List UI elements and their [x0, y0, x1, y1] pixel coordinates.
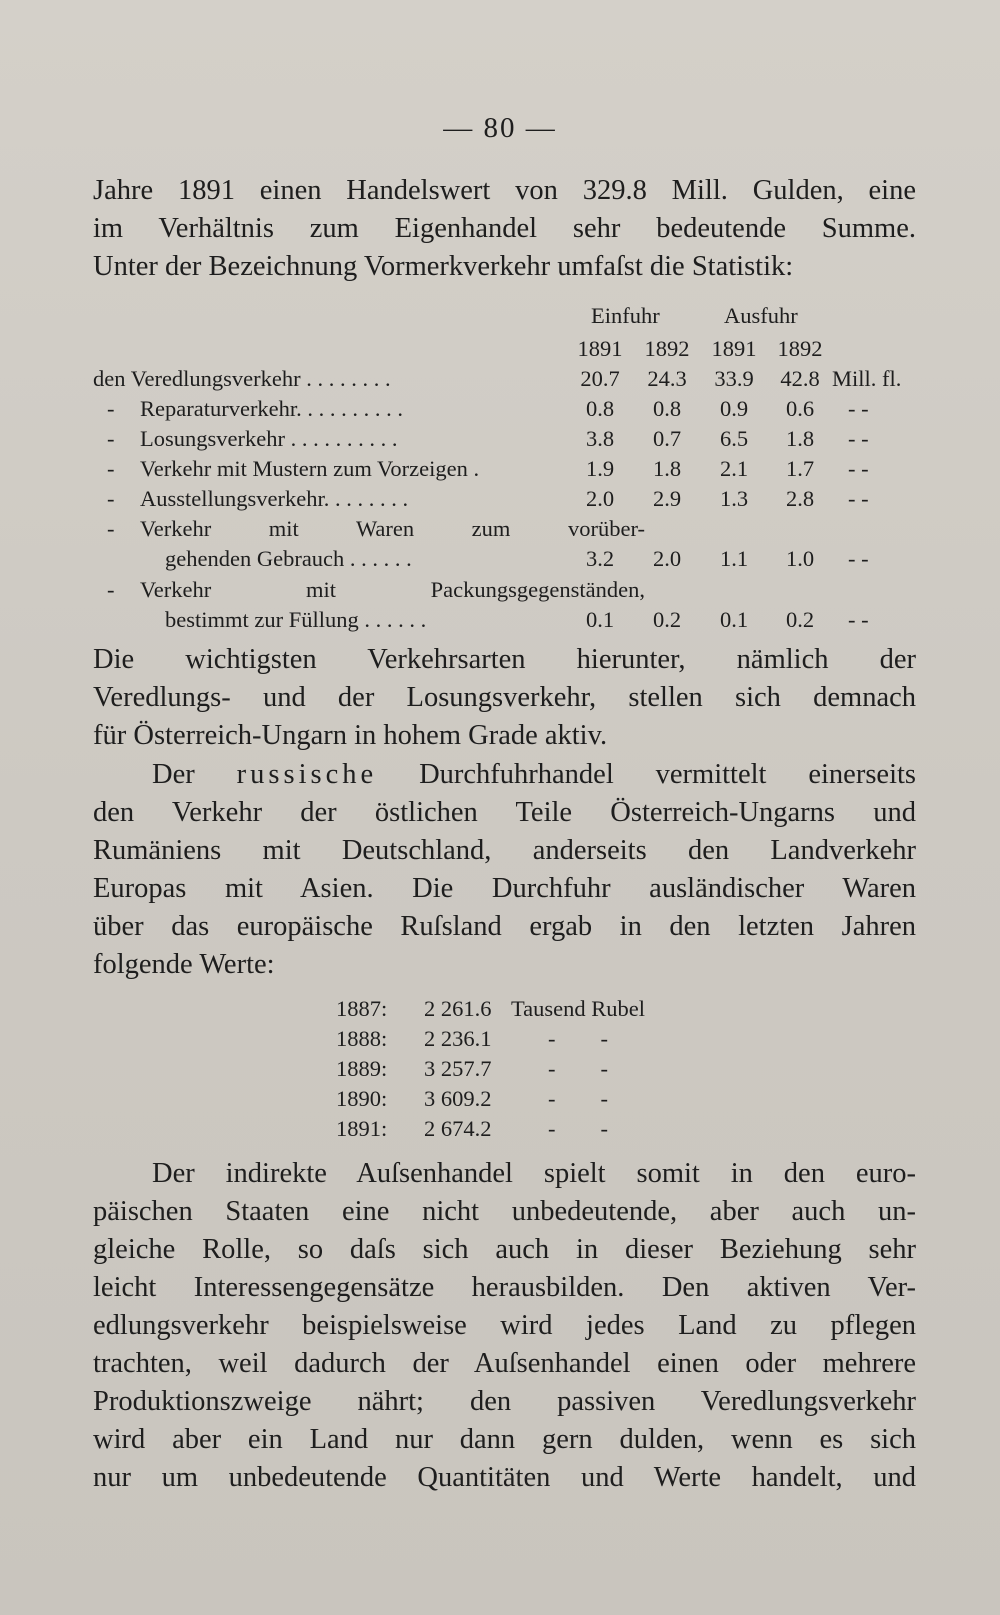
ditto-mark: - - — [548, 1056, 608, 1081]
cell-value: 0.7 — [652, 426, 682, 451]
cell-value: 0.6 — [785, 396, 815, 421]
para1-line: Unter der Bezeichnung Vormerkverkehr umfaſst die Statistik: — [93, 251, 794, 282]
para4-line: gleiche Rolle, so daſs sich auch in dieser Beziehung sehr — [93, 1234, 916, 1265]
emphasized-word: russische — [236, 759, 378, 790]
value-cell: 3 609.2 — [424, 1086, 492, 1111]
cell-value: 2.0 — [585, 486, 615, 511]
para4-line: Produktionszweige nährt; den passiven Veredlungsverkehr — [93, 1386, 916, 1417]
cell-value: 1.0 — [785, 546, 815, 571]
cell-value: 0.8 — [652, 396, 682, 421]
row-label-text: gehenden Gebrauch . . . . . . — [165, 546, 412, 571]
para3-line: folgende Werte: — [93, 949, 275, 980]
para3-text: Der — [152, 759, 195, 790]
para4-line: Der indirekte Auſsenhandel spielt somit in den euro- — [152, 1158, 916, 1189]
row-label-text: Verkehr mit Waren zum vorüber- — [140, 516, 645, 541]
ditto-mark: - - — [548, 1026, 608, 1051]
cell-value: 0.9 — [719, 396, 749, 421]
para4-line: leicht Interessengegensätze herausbilden. Den aktiven Ver- — [93, 1272, 916, 1303]
ditto-dash: - — [107, 486, 115, 511]
ditto-mark: - - — [848, 607, 869, 632]
row-label-text: Verkehr mit Mustern zum Vorzeigen . — [140, 456, 480, 481]
para3-line: den Verkehr der östlichen Teile Österreich-Ungarns und — [93, 797, 916, 828]
ditto-mark: - - — [548, 1116, 608, 1141]
header-einfuhr: Einfuhr — [591, 303, 660, 328]
value-cell: 2 674.2 — [424, 1116, 492, 1141]
para1-line: Jahre 1891 einen Handelswert von 329.8 Mill. Gulden, eine — [93, 175, 916, 206]
para3-first-line — [152, 756, 916, 794]
cell-value: 1.8 — [785, 426, 815, 451]
ditto-dash: - — [107, 426, 115, 451]
ditto-dash: - — [107, 516, 115, 541]
para4-line: nur um unbedeutende Quantitäten und Werte handelt, und — [93, 1462, 916, 1493]
para3-line: über das europäische Ruſsland ergab in den letzten Jahren — [93, 911, 916, 942]
ditto-mark: - - — [848, 426, 869, 451]
row-label-text: Losungsverkehr . . . . . . . . . . — [140, 426, 398, 451]
para2-line: für Österreich-Ungarn in hohem Grade aktiv. — [93, 720, 608, 751]
cell-value: 24.3 — [647, 366, 687, 391]
cell-value: 2.9 — [652, 486, 682, 511]
cell-value: 1.1 — [719, 546, 749, 571]
year-cell: 1887: — [336, 996, 388, 1021]
year-cell: 1889: — [336, 1056, 388, 1081]
year-cell: 1891: — [336, 1116, 388, 1141]
value-cell: 2 261.6 — [424, 996, 492, 1021]
cell-value: 2.1 — [719, 456, 749, 481]
cell-value: 0.1 — [719, 607, 749, 632]
ditto-dash: - — [107, 456, 115, 481]
cell-value: 2.8 — [785, 486, 815, 511]
ditto-mark: - - — [848, 546, 869, 571]
para2-line: Die wichtigsten Verkehrsarten hierunter, nämlich der — [93, 644, 916, 675]
para4-line: wird aber ein Land nur dann gern dulden, wenn es sich — [93, 1424, 916, 1455]
year-header: 1892 — [777, 336, 823, 361]
cell-value: 6.5 — [719, 426, 749, 451]
year-header: 1891 — [577, 336, 623, 361]
cell-value: 1.8 — [652, 456, 682, 481]
para1-line: im Verhältnis zum Eigenhandel sehr bedeutende Summe. — [93, 213, 916, 244]
unit-label: Mill. fl. — [832, 366, 902, 391]
value-cell: 3 257.7 — [424, 1056, 492, 1081]
para3-text: Durchfuhrhandel vermittelt einerseits — [419, 759, 916, 790]
cell-value: 1.3 — [719, 486, 749, 511]
ditto-mark: - - — [548, 1086, 608, 1111]
year-header: 1892 — [644, 336, 690, 361]
ditto-mark: - - — [848, 396, 869, 421]
para4-line: edlungsverkehr beispielsweise wird jedes Land zu pflegen — [93, 1310, 916, 1341]
cell-value: 0.2 — [785, 607, 815, 632]
row-label-text: bestimmt zur Füllung . . . . . . — [165, 607, 427, 632]
para4-line: trachten, weil dadurch der Auſsenhandel einen oder mehrere — [93, 1348, 916, 1379]
value-cell: 2 236.1 — [424, 1026, 492, 1051]
cell-value: 1.9 — [585, 456, 615, 481]
cell-value: 1.7 — [785, 456, 815, 481]
cell-value: 0.2 — [652, 607, 682, 632]
row-label-text: den Veredlungsverkehr . . . . . . . . — [93, 366, 391, 391]
para3-line: Europas mit Asien. Die Durchfuhr ausländischer Waren — [93, 873, 916, 904]
para4-line: päischen Staaten eine nicht unbedeutende, aber auch un- — [93, 1196, 916, 1227]
cell-value: 42.8 — [780, 366, 820, 391]
ditto-mark: - - — [848, 456, 869, 481]
ditto-dash: - — [107, 396, 115, 421]
year-cell: 1890: — [336, 1086, 388, 1111]
row-label-text: Verkehr mit Packungsgegenständen, — [140, 577, 645, 602]
para3-line: Rumäniens mit Deutschland, anderseits den Landverkehr — [93, 835, 916, 866]
cell-value: 0.1 — [585, 607, 615, 632]
cell-value: 0.8 — [585, 396, 615, 421]
cell-value: 2.0 — [652, 546, 682, 571]
year-cell: 1888: — [336, 1026, 388, 1051]
para2-line: Veredlungs- und der Losungsverkehr, stellen sich demnach — [93, 682, 916, 713]
ditto-dash: - — [107, 577, 115, 602]
cell-value: 33.9 — [714, 366, 754, 391]
ditto-mark: - - — [848, 486, 869, 511]
cell-value: 3.8 — [585, 426, 615, 451]
cell-value: 20.7 — [580, 366, 620, 391]
cell-value: 3.2 — [585, 546, 615, 571]
header-ausfuhr: Ausfuhr — [724, 303, 798, 328]
page-number: — 80 — — [443, 112, 557, 144]
row-label-text: Ausstellungsverkehr. . . . . . . . — [140, 486, 409, 511]
year-header: 1891 — [711, 336, 757, 361]
unit-cell: Tausend Rubel — [511, 996, 646, 1021]
row-label-text: Reparaturverkehr. . . . . . . . . . — [140, 396, 404, 421]
